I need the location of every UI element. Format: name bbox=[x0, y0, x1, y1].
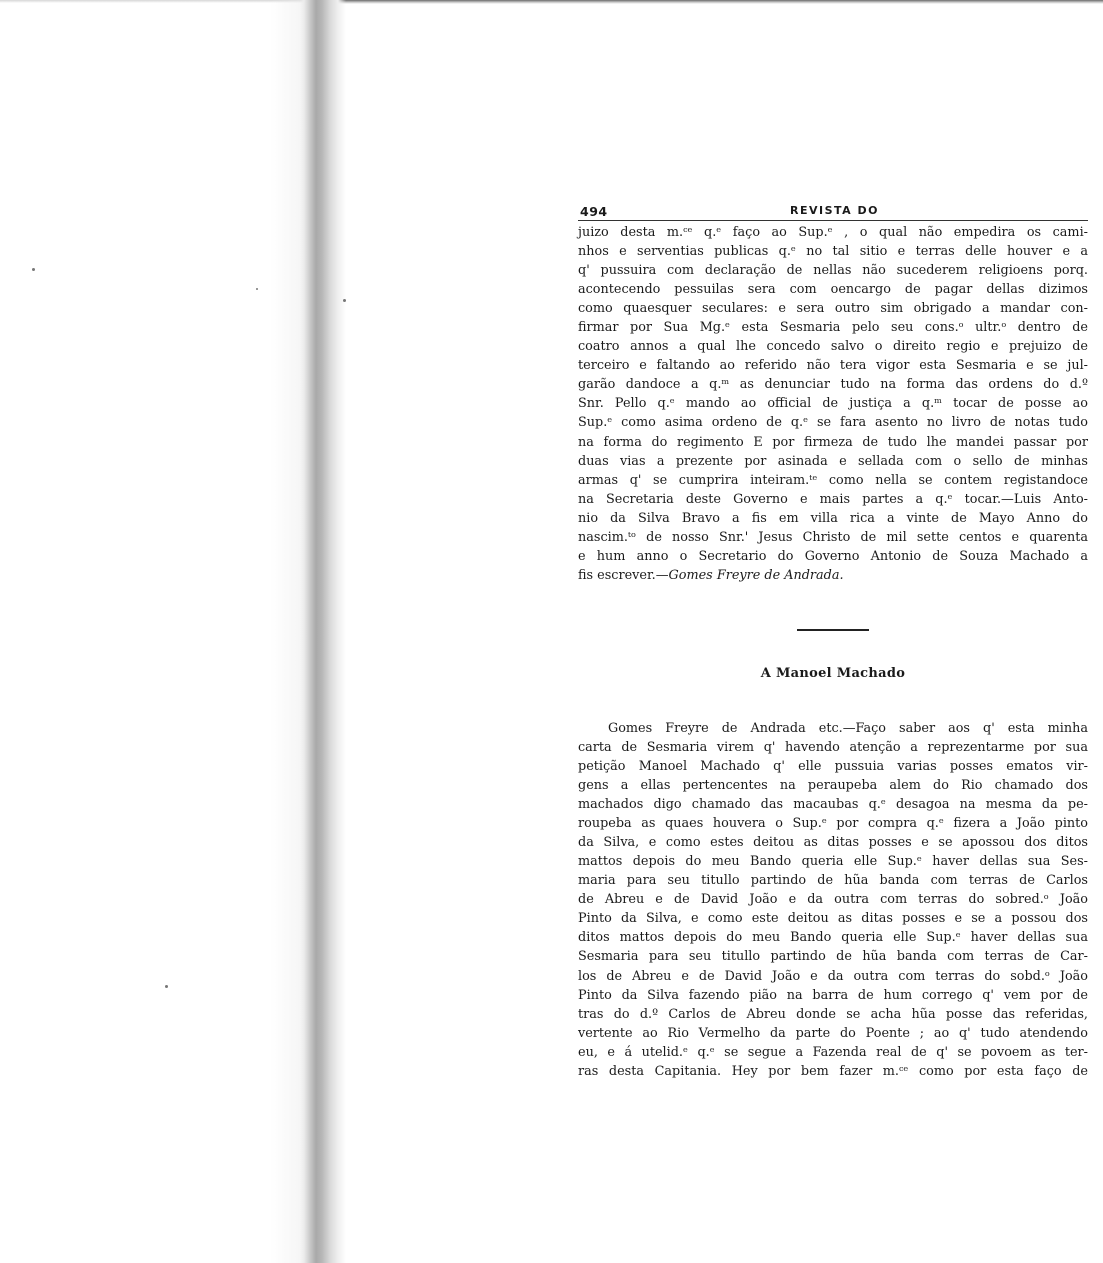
text-line: e hum anno o Secretario do Governo Antonio de Souza Machado a bbox=[578, 548, 1088, 564]
section-divider bbox=[797, 629, 869, 631]
text-line: terceiro e faltando ao referido não tera vigor esta Sesmaria e se jul- bbox=[578, 358, 1088, 374]
text-line: mattos depois do meu Bando queria elle Sup.ᵉ haver dellas sua Ses- bbox=[578, 854, 1088, 870]
text-line: ras desta Capitania. Hey por bem fazer m.ᶜᵉ como por esta faço de bbox=[578, 1063, 1088, 1079]
text-line: maria para seu titullo partindo de hũa banda com terras de Carlos bbox=[578, 873, 1088, 889]
signature: Gomes Freyre de Andrada. bbox=[668, 567, 844, 583]
text-line: acontecendo pessuilas sera com oencargo de pagar dellas dizimos bbox=[578, 282, 1088, 298]
text-line: los de Abreu e de David João e da outra com terras do sobd.ᵒ João bbox=[578, 968, 1088, 984]
book-gutter bbox=[300, 0, 346, 1263]
text-line: q' pussuira com declaração de nellas não sucederem religioens porq. bbox=[578, 263, 1088, 279]
text-line: nhos e serventias publicas q.ᵉ no tal sitio e terras delle houver e a bbox=[578, 244, 1088, 260]
text-line: Sup.ᵉ como asima ordeno de q.ᵉ se fara asento no livro de notas tudo bbox=[578, 415, 1088, 431]
text-line: firmar por Sua Mg.ᵉ esta Sesmaria pelo seu cons.ᵒ ultr.ᵒ dentro de bbox=[578, 320, 1088, 336]
text-line: gens a ellas pertencentes na peraupeba alem do Rio chamado dos bbox=[578, 778, 1088, 794]
text-line: garão dandoce a q.ᵐ as denunciar tudo na forma das ordens do d.º bbox=[578, 377, 1088, 393]
text-line: na forma do regimento E por firmeza de tudo lhe mandei passar por bbox=[578, 434, 1088, 450]
running-head bbox=[578, 198, 1088, 220]
text-line: da Silva, e como estes deitou as ditas posses e se apossou dos ditos bbox=[578, 835, 1088, 851]
text-line: Pinto da Silva fazendo pião na barra de hum corrego q' vem por de bbox=[578, 987, 1088, 1003]
scan-speck bbox=[165, 985, 168, 988]
text-line: vertente ao Rio Vermelho da parte do Poente ; ao q' tudo atendendo bbox=[578, 1025, 1088, 1041]
text-line: Pinto da Silva, e como este deitou as ditas posses e se a possou dos bbox=[578, 911, 1088, 927]
scan-speck bbox=[32, 268, 35, 271]
closing-prefix: fis escrever.— bbox=[578, 567, 669, 583]
text-line: de Abreu e de David João e da outra com terras do sobred.ᵒ João bbox=[578, 892, 1088, 908]
text-line: Snr. Pello q.ᵉ mando ao official de justiça a q.ᵐ tocar de posse ao bbox=[578, 396, 1088, 412]
text-line: machados digo chamado das macaubas q.ᵉ desagoa na mesma da pe- bbox=[578, 797, 1088, 813]
text-line: petição Manoel Machado q' elle pussuia varias posses ematos vir- bbox=[578, 758, 1088, 774]
book-page bbox=[578, 198, 1088, 1081]
text-line: Sesmaria para seu titullo partindo de hũa banda com terras de Car- bbox=[578, 949, 1088, 965]
text-line: coatro annos a qual lhe concedo salvo o direito regio e prejuizo de bbox=[578, 339, 1088, 355]
text-line: eu, e á utelid.ᵉ q.ᵉ se segue a Fazenda real de q' se povoem as ter- bbox=[578, 1044, 1088, 1060]
text-line: juizo desta m.ᶜᵉ q.ᵉ faço ao Sup.ᵉ , o qual não empedira os cami- bbox=[578, 225, 1088, 240]
text-line: tras do d.º Carlos de Abreu donde se acha hũa posse das referidas, bbox=[578, 1006, 1088, 1022]
text-line: na Secretaria deste Governo e mais partes a q.ᵉ tocar.—Luis Anto- bbox=[578, 491, 1088, 507]
text-line: duas vias a prezente por asinada e sellada com o sello de minhas bbox=[578, 453, 1088, 469]
text-line: roupeba as quaes houvera o Sup.ᵉ por compra q.ᵉ fizera a João pinto bbox=[578, 816, 1088, 832]
scan-speck bbox=[343, 299, 346, 302]
paragraph-1 bbox=[578, 223, 1088, 585]
header-rule bbox=[578, 220, 1088, 221]
text-line: Gomes Freyre de Andrada etc.—Faço saber aos q' esta minha bbox=[608, 720, 1088, 736]
page-number: 494 bbox=[580, 204, 608, 219]
text-line: armas q' se cumprira inteiram.ᵗᵉ como nella se contem registandoce bbox=[578, 472, 1088, 488]
text-line: nio da Silva Bravo a fis em villa rica a vinte de Mayo Anno do bbox=[578, 510, 1088, 526]
text-line: como quaesquer seculares: e sera outro sim obrigado a mandar con- bbox=[578, 301, 1088, 317]
text-line: nascim.ᵗᵒ de nosso Snr.' Jesus Christo de mil sette centos e quarenta bbox=[578, 529, 1088, 545]
section-heading: A Manoel Machado bbox=[760, 665, 906, 681]
scan-speck bbox=[256, 288, 258, 290]
journal-title: REVISTA DO bbox=[790, 204, 879, 217]
page-top-edge bbox=[330, 0, 1103, 4]
text-line: carta de Sesmaria virem q' havendo atenção a reprezentarme por sua bbox=[578, 739, 1088, 755]
paragraph-2 bbox=[578, 719, 1088, 1081]
text-line: ditos mattos depois do meu Bando queria elle Sup.ᵉ haver dellas sua bbox=[578, 930, 1088, 946]
closing-line bbox=[578, 566, 1088, 585]
